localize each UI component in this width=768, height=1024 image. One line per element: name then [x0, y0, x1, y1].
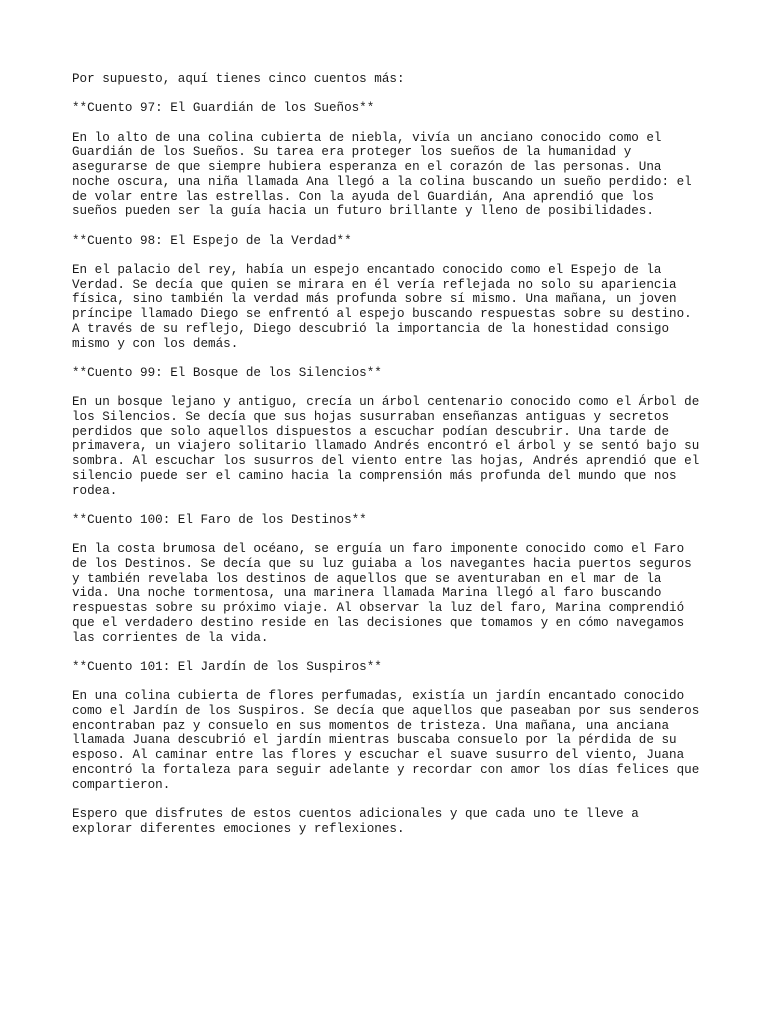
- story-97-body: En lo alto de una colina cubierta de niebla, vivía un anciano conocido como el Guardián de los Sueños. Su tarea era proteger los sueños de la humanidad y asegurarse de que siempre hubiera esperanza en el corazón de las personas. Una noche oscura, una niña llamada Ana llegó a la colina buscando un sueño perdido: el de volar entre las estrellas. Con la ayuda del Guardián, Ana aprendió que los sueños pueden ser la guía hacia un futuro brillante y lleno de posibilidades.: [72, 130, 692, 219]
- story-101-body: En una colina cubierta de flores perfumadas, existía un jardín encantado conocido como el Jardín de los Suspiros. Se decía que aquellos que paseaban por sus senderos encontraban paz y consuelo en sus momentos de tristeza. Una mañana, una anciana llamada Juana descubrió el jardín mientras buscaba consuelo por la pérdida de su esposo. Al caminar entre las flores y escuchar el suave susurro del viento, Juana encontró la fortaleza para seguir adelante y recordar con amor los días felices que compartieron.: [72, 689, 700, 792]
- closing-text: Espero que disfrutes de estos cuentos adicionales y que cada uno te lleve a explorar diferentes emociones y reflexiones.: [72, 806, 639, 836]
- story-98-body: En el palacio del rey, había un espejo encantado conocido como el Espejo de la Verdad. Se decía que quien se mirara en él vería reflejada no solo su apariencia física, sino también la verdad más profunda sobre sí mismo. Una mañana, un joven príncipe llamado Diego se enfrentó al espejo buscando respuestas sobre su destino. A través de su reflejo, Diego descubrió la importancia de la honestidad consigo mismo y con los demás.: [72, 263, 692, 351]
- story-99-body: En un bosque lejano y antiguo, crecía un árbol centenario conocido como el Árbol de los Silencios. Se decía que sus hojas susurraban enseñanzas antiguas y secretos perdidos que solo aquellos dispuestos a escuchar podían descubrir. Una tarde de primavera, un viajero solitario llamado Andrés encontró el árbol y se sentó bajo su sombra. Al escuchar los susurros del viento entre las hojas, Andrés aprendió que el silencio puede ser el camino hacia la comprensión más profunda del mundo que nos rodea.: [72, 395, 700, 498]
- story-100-title: **Cuento 100: El Faro de los Destinos**: [72, 512, 367, 527]
- document-page: [72, 72, 702, 851]
- intro-text: Por supuesto, aquí tienes cinco cuentos más:: [72, 72, 405, 86]
- story-98-title: **Cuento 98: El Espejo de la Verdad**: [72, 233, 352, 248]
- story-100-body: En la costa brumosa del océano, se erguía un faro imponente conocido como el Faro de los Destinos. Se decía que su luz guiaba a los navegantes hacia puertos seguros y también revelaba los destinos de aquellos que se aventuraban en el mar de la vida. Una noche tormentosa, una marinera llamada Marina llegó al faro buscando respuestas sobre su próximo viaje. Al observar la luz del faro, Marina comprendió que el verdadero destino reside en las decisiones que tomamos y en cómo navegamos las corrientes de la vida.: [72, 542, 692, 645]
- story-97-title: **Cuento 97: El Guardián de los Sueños**: [72, 101, 375, 116]
- story-99-title: **Cuento 99: El Bosque de los Silencios**: [72, 365, 382, 380]
- story-101-title: **Cuento 101: El Jardín de los Suspiros**: [72, 659, 382, 674]
